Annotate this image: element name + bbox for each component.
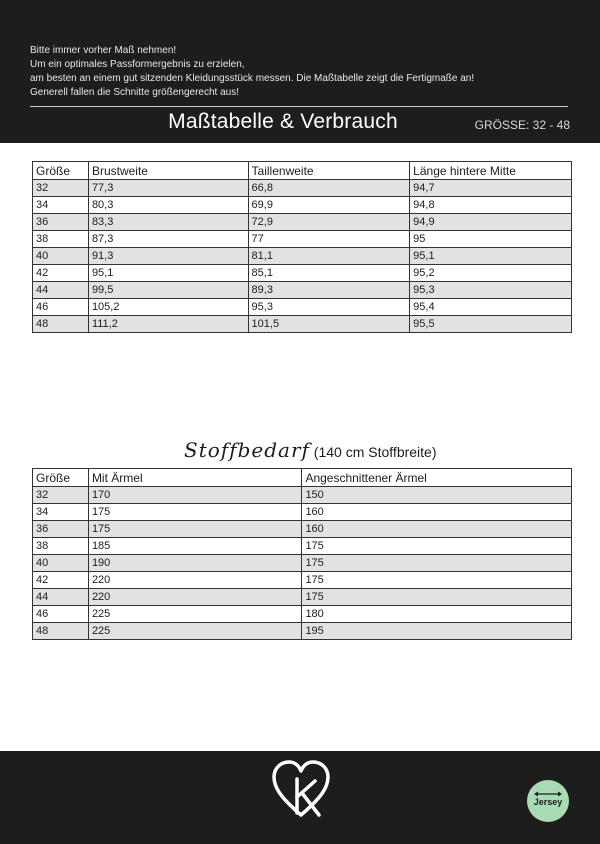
table-cell: 34 [33,504,89,521]
table-row [33,231,572,248]
table-cell: 69,9 [248,197,410,214]
table-cell: 220 [88,572,302,589]
table-cell: 225 [88,606,302,623]
table-cell: 175 [302,555,572,572]
table-cell: 42 [33,265,89,282]
table-cell: 87,3 [88,231,248,248]
table-cell: 160 [302,504,572,521]
table-header-row [33,162,572,180]
table-cell: 95,4 [410,299,572,316]
table-cell: 32 [33,487,89,504]
table-row [33,282,572,299]
table-row [33,555,572,572]
table-row [33,606,572,623]
table-cell: 225 [88,623,302,640]
table-cell: 95 [410,231,572,248]
heart-k-logo-icon [270,757,332,819]
table-cell: 95,1 [88,265,248,282]
size-range-label: GRÖSSE: 32 - 48 [474,118,570,132]
table-cell: 175 [88,521,302,538]
table-cell: 160 [302,521,572,538]
column-header: Größe [33,469,89,487]
table-row [33,316,572,333]
note-line: Bitte immer vorher Maß nehmen! [30,45,177,56]
table-row [33,180,572,197]
table-row [33,538,572,555]
table-cell: 46 [33,606,89,623]
table-cell: 175 [302,589,572,606]
table-cell: 175 [302,538,572,555]
table-cell: 34 [33,197,89,214]
header-divider [30,106,568,107]
column-header: Angeschnittener Ärmel [302,469,572,487]
table-row [33,487,572,504]
table-cell: 95,2 [410,265,572,282]
badge-label: Jersey [533,797,563,807]
table-row [33,265,572,282]
table-header-row [33,469,572,487]
table-cell: 81,1 [248,248,410,265]
table-cell: 190 [88,555,302,572]
table-cell: 44 [33,282,89,299]
table-cell: 105,2 [88,299,248,316]
page-title: Maßtabelle & Verbrauch [168,110,398,133]
table-cell: 36 [33,214,89,231]
measuring-notes [30,44,570,100]
table-cell: 46 [33,299,89,316]
table-row [33,299,572,316]
table-cell: 48 [33,316,89,333]
table-cell: 195 [302,623,572,640]
table-cell: 94,8 [410,197,572,214]
table-row [33,214,572,231]
table-cell: 99,5 [88,282,248,299]
table-cell: 77,3 [88,180,248,197]
table-row [33,521,572,538]
table-row [33,623,572,640]
column-header: Brustweite [88,162,248,180]
table-row [33,589,572,606]
table-cell: 95,5 [410,316,572,333]
fabric-section-title [184,438,437,462]
fabric-table [32,468,572,640]
table-cell: 95,3 [410,282,572,299]
table-cell: 85,1 [248,265,410,282]
column-header: Mit Ärmel [88,469,302,487]
table-row [33,197,572,214]
column-header: Länge hintere Mitte [410,162,572,180]
fabric-title-note: (140 cm Stoffbreite) [309,444,437,460]
table-cell: 175 [88,504,302,521]
table-cell: 40 [33,248,89,265]
table-cell: 180 [302,606,572,623]
table-cell: 32 [33,180,89,197]
table-row [33,572,572,589]
table-cell: 111,2 [88,316,248,333]
table-cell: 36 [33,521,89,538]
table-cell: 94,9 [410,214,572,231]
table-cell: 150 [302,487,572,504]
table-cell: 94,7 [410,180,572,197]
table-cell: 72,9 [248,214,410,231]
table-cell: 48 [33,623,89,640]
table-cell: 220 [88,589,302,606]
note-line: Um ein optimales Passformergebnis zu erzielen, [30,59,245,70]
table-cell: 80,3 [88,197,248,214]
table-cell: 170 [88,487,302,504]
table-cell: 40 [33,555,89,572]
column-header: Taillenweite [248,162,410,180]
page-header [0,0,600,143]
fabric-type-badge [527,780,569,822]
table-cell: 95,3 [248,299,410,316]
note-line: Generell fallen die Schnitte größengerecht aus! [30,87,240,98]
table-cell: 38 [33,231,89,248]
table-cell: 66,8 [248,180,410,197]
note-line: am besten an einem gut sitzenden Kleidungsstück messen. Die Maßtabelle zeigt die Fertigmaße an! [30,73,475,84]
table-cell: 83,3 [88,214,248,231]
table-cell: 77 [248,231,410,248]
table-row [33,248,572,265]
table-cell: 101,5 [248,316,410,333]
column-header: Größe [33,162,89,180]
table-cell: 175 [302,572,572,589]
table-cell: 91,3 [88,248,248,265]
fabric-title-script: Stoffbedarf [184,438,310,462]
table-cell: 42 [33,572,89,589]
table-cell: 89,3 [248,282,410,299]
measurement-table [32,161,572,333]
table-cell: 38 [33,538,89,555]
table-cell: 185 [88,538,302,555]
table-row [33,504,572,521]
table-cell: 95,1 [410,248,572,265]
table-cell: 44 [33,589,89,606]
